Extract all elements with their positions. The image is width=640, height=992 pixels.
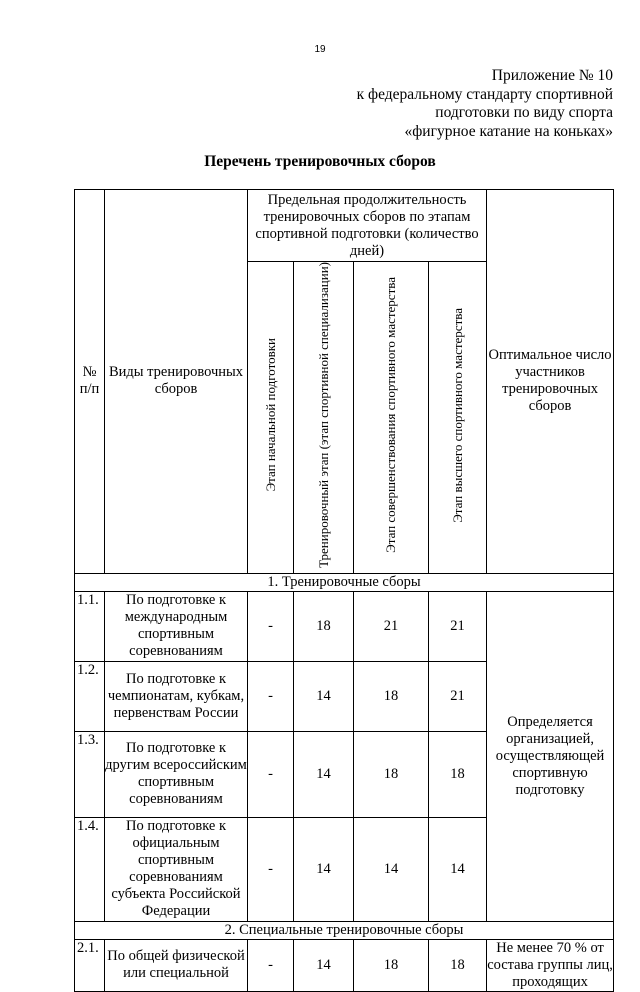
- row-type: По подготовке к чемпионатам, кубкам, первенствам России: [105, 661, 248, 731]
- row-num: 1.2.: [75, 661, 105, 731]
- row-stage-3: 21: [354, 591, 429, 661]
- section-2-row: [75, 921, 614, 939]
- appendix-line-3: подготовки по виду спорта: [435, 104, 613, 121]
- header-row-1: [75, 190, 614, 262]
- row-stage-2: 14: [294, 661, 354, 731]
- row-stage-4: 21: [429, 591, 487, 661]
- row-stage-2: 14: [294, 731, 354, 817]
- row-stage-3: 18: [354, 939, 429, 991]
- section-1-title: 1. Тренировочные сборы: [75, 573, 614, 591]
- header-stage-4-cell: [429, 262, 487, 574]
- header-stage-4: Этап высшего спортивного мастерства: [449, 307, 465, 523]
- row-stage-4: 18: [429, 939, 487, 991]
- row-stage-4: 14: [429, 817, 487, 921]
- row-num: 1.1.: [75, 591, 105, 661]
- header-optimal: Оптимальное число участников тренировочных сборов: [487, 190, 614, 574]
- row-stage-1: -: [248, 731, 294, 817]
- header-num: № п/п: [75, 190, 105, 574]
- section-2-title: 2. Специальные тренировочные сборы: [75, 921, 614, 939]
- row-stage-3: 14: [354, 817, 429, 921]
- row-type: По подготовке к международным спортивным соревнованиям: [105, 591, 248, 661]
- document-title: Перечень тренировочных сборов: [204, 153, 436, 170]
- page-number: 19: [314, 44, 326, 55]
- row-stage-2: 14: [294, 817, 354, 921]
- header-type: Виды тренировочных сборов: [105, 190, 248, 574]
- row-stage-3: 18: [354, 731, 429, 817]
- row-stage-2: 18: [294, 591, 354, 661]
- appendix-line-1: Приложение № 10: [491, 67, 613, 84]
- row-type: По подготовке к официальным спортивным соревнованиям субъекта Российской Федерации: [105, 817, 248, 921]
- row-num: 2.1.: [75, 939, 105, 991]
- row-stage-3: 18: [354, 661, 429, 731]
- row-stage-4: 21: [429, 661, 487, 731]
- appendix-line-4: «фигурное катание на коньках»: [404, 122, 613, 140]
- header-stage-3: Этап совершенствования спортивного мастерства: [383, 277, 398, 553]
- header-stage-1: Этап начальной подготовки: [262, 338, 278, 492]
- header-stage-2: Тренировочный этап (этап спортивной специализации): [315, 262, 331, 568]
- row-num: 1.3.: [75, 731, 105, 817]
- row-num: 1.4.: [75, 817, 105, 921]
- row-type: По подготовке к другим всероссийским спортивным соревнованиям: [105, 731, 248, 817]
- header-stage-2-cell: [294, 262, 354, 574]
- header-stage-3-cell: [354, 262, 429, 574]
- row-optimal: Не менее 70 % от состава группы лиц, проходящих: [487, 939, 613, 990]
- row-stage-2: 14: [294, 939, 354, 991]
- table-row: [75, 591, 614, 661]
- section-1-optimal: Определяется организацией, осуществляющей спортивную подготовку: [487, 591, 614, 921]
- table-row: [75, 939, 614, 991]
- header-stage-1-cell: [248, 262, 294, 574]
- header-duration-group: Предельная продолжительность тренировочных сборов по этапам спортивной подготовки (количество дней): [248, 190, 487, 262]
- row-stage-1: -: [248, 591, 294, 661]
- appendix-header: [357, 67, 613, 141]
- row-stage-1: -: [248, 817, 294, 921]
- row-stage-1: -: [248, 939, 294, 991]
- row-stage-1: -: [248, 661, 294, 731]
- section-1-row: [75, 573, 614, 591]
- row-stage-4: 18: [429, 731, 487, 817]
- training-camps-table: [74, 189, 614, 992]
- appendix-line-2: к федеральному стандарту спортивной: [356, 85, 613, 103]
- row-type: По общей физической или специальной: [105, 939, 248, 991]
